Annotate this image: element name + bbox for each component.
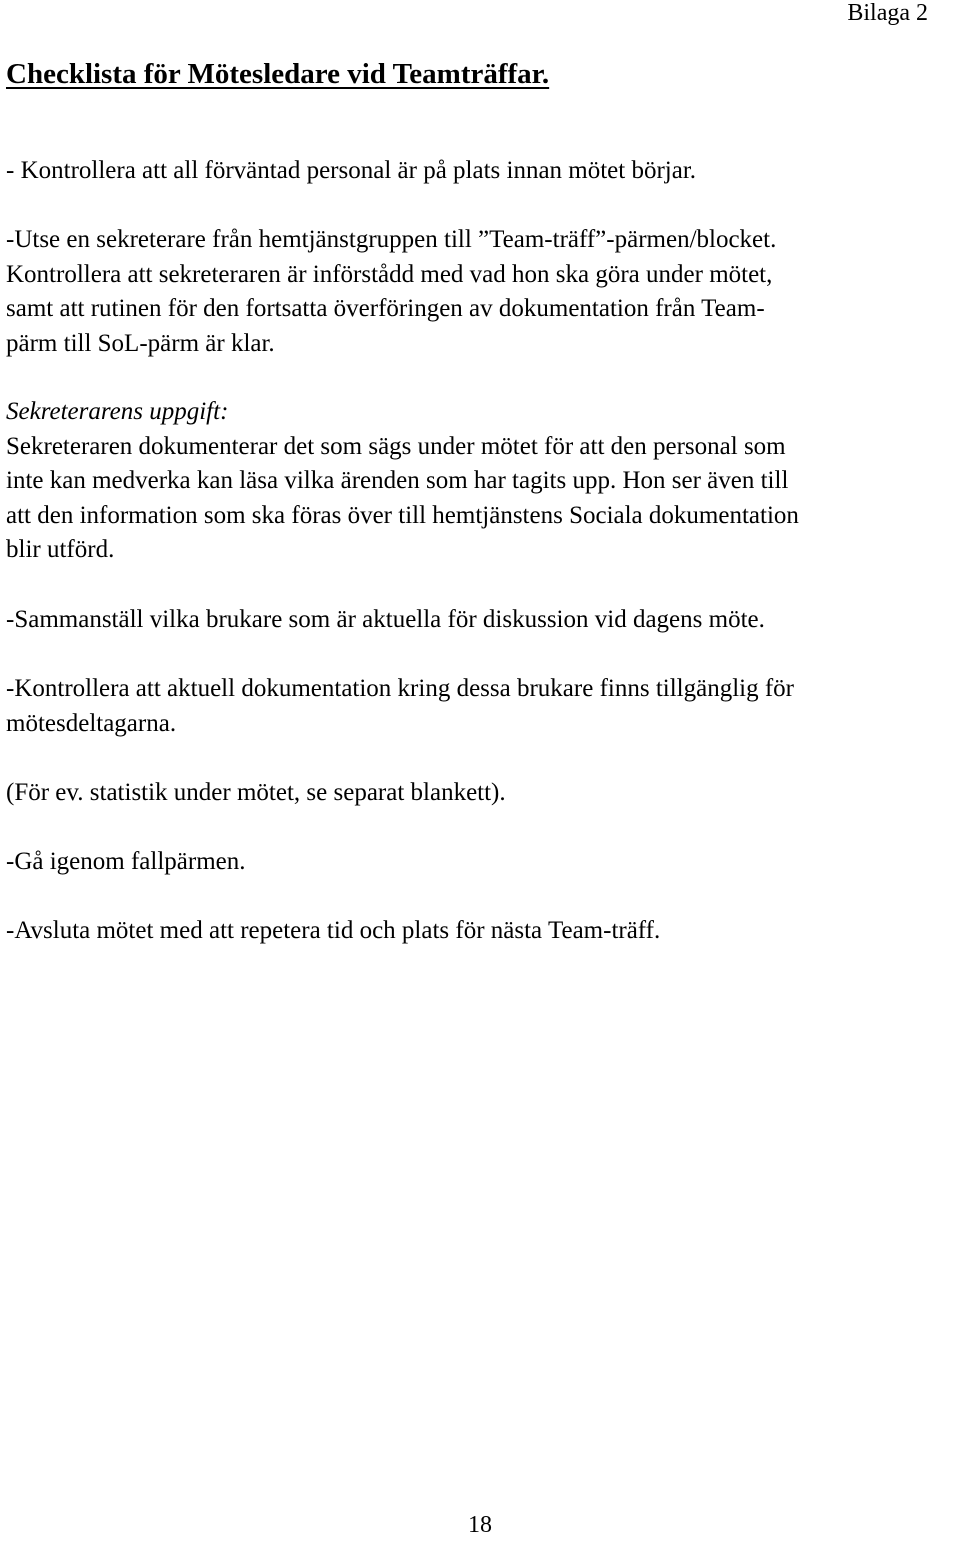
secretary-task-heading: Sekreterarens uppgift: (6, 398, 229, 425)
checklist-item-check-documentation (6, 672, 958, 741)
checklist-item-fall-binder: -Gå igenom fallpärmen. (6, 848, 246, 875)
annex-label: Bilaga 2 (847, 0, 928, 26)
checklist-item-check-staff: - Kontrollera att all förväntad personal är på plats innan mötet börjar. (6, 157, 697, 184)
text-line: Kontrollera att sekreteraren är införstådd med vad hon ska göra under mötet, (6, 260, 773, 288)
text-line: pärm till SoL-pärm är klar. (6, 329, 275, 357)
text-line: Sekreteraren dokumenterar det som sägs under mötet för att den personal som (6, 432, 786, 460)
secretary-task-section (6, 395, 958, 568)
page-number: 18 (468, 1512, 492, 1538)
text-line: samt att rutinen för den fortsatta överföringen av dokumentation från Team- (6, 295, 765, 322)
checklist-item-close-meeting: -Avsluta mötet med att repetera tid och plats för nästa Team-träff. (6, 917, 661, 944)
text-line: mötesdeltagarna. (6, 709, 177, 737)
text-line: blir utförd. (6, 536, 115, 563)
checklist-item-appoint-secretary (6, 223, 958, 361)
text-line: att den information som ska föras över till hemtjänstens Sociala dokumentation (6, 501, 799, 529)
statistics-note: (För ev. statistik under mötet, se separat blankett). (6, 779, 506, 806)
text-line: -Utse en sekreterare från hemtjänstgruppen till ”Team-träff”-pärmen/blocket. (6, 226, 777, 253)
document-title: Checklista för Mötesledare vid Teamträffar. (6, 58, 550, 90)
checklist-item-compile-clients: -Sammanställ vilka brukare som är aktuella för diskussion vid dagens möte. (6, 606, 765, 633)
text-line: inte kan medverka kan läsa vilka ärenden som har tagits upp. Hon ser även till (6, 467, 789, 494)
text-line: -Kontrollera att aktuell dokumentation kring dessa brukare finns tillgänglig för (6, 675, 794, 702)
